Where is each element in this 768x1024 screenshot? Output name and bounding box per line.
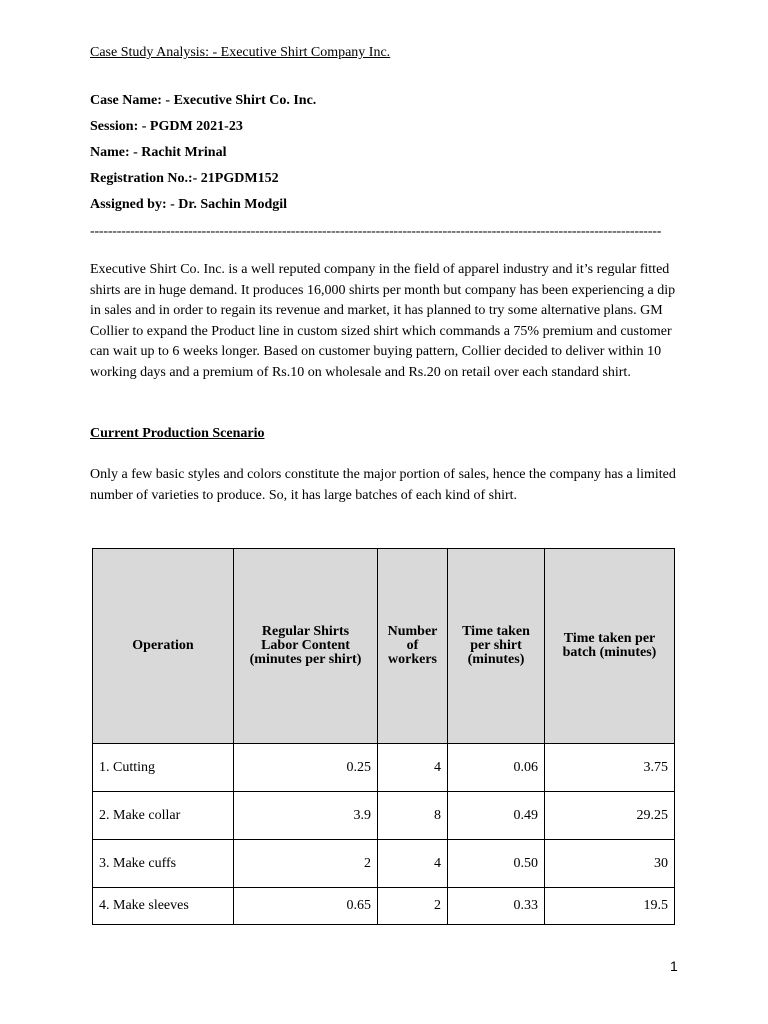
section-heading: Current Production Scenario	[90, 426, 265, 441]
session: Session: - PGDM 2021-23	[90, 119, 243, 134]
document-header: Case Study Analysis: - Executive Shirt Company Inc.	[90, 45, 391, 60]
operation-cell: 2. Make collar	[93, 792, 234, 840]
header-labor-content: Regular Shirts Labor Content (minutes per shirt)	[234, 549, 378, 744]
per-shirt-cell: 0.06	[448, 744, 545, 792]
per-shirt-cell: 0.50	[448, 840, 545, 888]
dashed-divider: --------------------------------------------------------------------------------------------------------------------------------	[90, 224, 662, 239]
header-operation: Operation	[93, 549, 234, 744]
table-row	[93, 792, 675, 840]
per-batch-cell: 29.25	[545, 792, 675, 840]
table-row	[93, 840, 675, 888]
page-number: 1	[670, 958, 678, 974]
assigned-by: Assigned by: - Dr. Sachin Modgil	[90, 197, 288, 212]
case-name: Case Name: - Executive Shirt Co. Inc.	[90, 93, 317, 108]
workers-cell: 2	[378, 888, 448, 925]
per-shirt-cell: 0.49	[448, 792, 545, 840]
per-batch-cell: 3.75	[545, 744, 675, 792]
operation-cell: 3. Make cuffs	[93, 840, 234, 888]
header-time-per-shirt: Time taken per shirt (minutes)	[448, 549, 545, 744]
registration-number: Registration No.:- 21PGDM152	[90, 171, 279, 186]
labor-cell: 0.25	[234, 744, 378, 792]
per-batch-cell: 30	[545, 840, 675, 888]
operations-table	[92, 548, 675, 925]
per-batch-cell: 19.5	[545, 888, 675, 925]
student-name: Name: - Rachit Mrinal	[90, 145, 227, 160]
intro-paragraph: Executive Shirt Co. Inc. is a well reputed company in the field of apparel industry and it’s regular fitted shirts are in huge demand. It produces 16,000 shirts per month but company has been experiencing a dip in sales and in order to regain its revenue and market, it has planned to try some alternative plans. GM Collier to expand the Product line in custom sized shirt which commands a 75% premium and customer can wait up to 6 weeks longer. Based on customer buying pattern, Collier decided to deliver within 10 working days and a premium of Rs.10 on wholesale and Rs.20 on retail over each standard shirt.	[90, 262, 676, 380]
table-row	[93, 744, 675, 792]
header-time-per-batch: Time taken per batch (minutes)	[545, 549, 675, 744]
header-number-of-workers: Number of workers	[378, 549, 448, 744]
table-header-row	[93, 549, 675, 744]
workers-cell: 8	[378, 792, 448, 840]
labor-cell: 2	[234, 840, 378, 888]
operation-cell: 4. Make sleeves	[93, 888, 234, 925]
labor-cell: 0.65	[234, 888, 378, 925]
per-shirt-cell: 0.33	[448, 888, 545, 925]
operation-cell: 1. Cutting	[93, 744, 234, 792]
labor-cell: 3.9	[234, 792, 378, 840]
workers-cell: 4	[378, 840, 448, 888]
table-row	[93, 888, 675, 925]
section-paragraph: Only a few basic styles and colors constitute the major portion of sales, hence the company has a limited number of varieties to produce. So, it has large batches of each kind of shirt.	[90, 467, 676, 503]
workers-cell: 4	[378, 744, 448, 792]
